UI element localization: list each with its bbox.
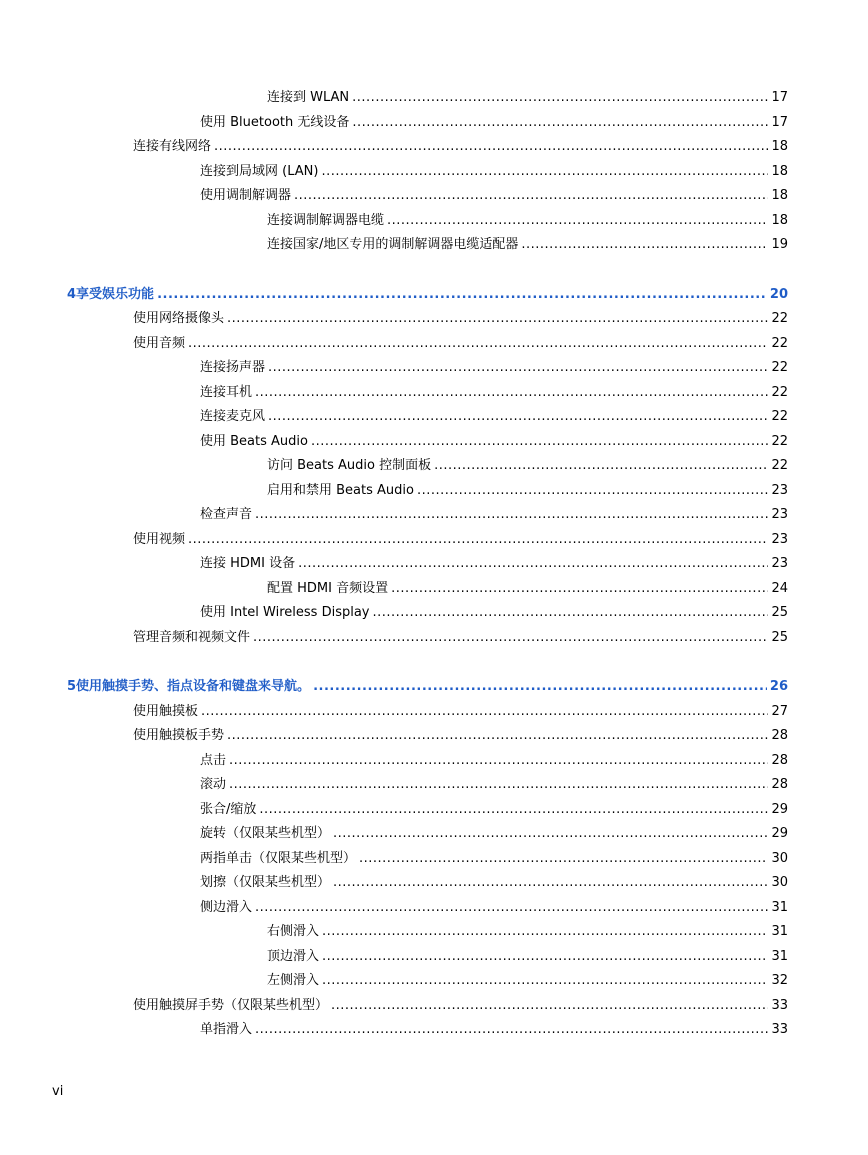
toc-entry-line	[200, 552, 788, 577]
dot-leader	[298, 552, 768, 577]
page-number-ref: 20	[769, 286, 788, 302]
dot-leader	[333, 871, 768, 896]
toc-entry-line	[267, 920, 788, 945]
entry-title: 顶边滑入	[267, 948, 320, 964]
dot-leader	[229, 773, 768, 798]
entry-title: 使用调制解调器	[200, 188, 292, 203]
toc-entry[interactable]	[0, 601, 868, 626]
entry-title: 连接耳机	[200, 384, 253, 400]
toc-entry[interactable]	[0, 773, 868, 798]
toc-entry[interactable]	[0, 356, 868, 381]
page-number-ref: 18	[771, 188, 788, 203]
entry-title: 使用音频	[133, 335, 186, 351]
dot-leader	[321, 160, 768, 185]
page-number-ref: 19	[771, 237, 788, 252]
dot-leader	[255, 503, 768, 528]
dot-leader	[227, 724, 768, 749]
dot-leader	[352, 111, 768, 136]
toc-entry[interactable]	[0, 184, 868, 209]
toc-entry[interactable]	[0, 798, 868, 823]
dot-leader	[255, 1018, 768, 1043]
entry-title: 两指单击（仅限某些机型）	[200, 850, 357, 866]
entry-title: 使用触摸板手势	[133, 728, 225, 743]
toc-entry[interactable]	[0, 111, 868, 136]
page-number: vi	[52, 1084, 64, 1099]
entry-title: 使用 Bluetooth 无线设备	[200, 114, 350, 130]
page-number-ref: 22	[771, 458, 788, 473]
dot-leader	[352, 86, 768, 111]
page-number-ref: 32	[771, 973, 788, 988]
toc-entry-line	[200, 1018, 788, 1043]
page-number-ref: 25	[771, 629, 788, 645]
page-number-ref: 28	[771, 728, 788, 743]
entry-title: 管理音频和视频文件	[133, 629, 251, 645]
dot-leader	[157, 283, 767, 308]
page-number-ref: 22	[771, 433, 788, 449]
entry-title: 左侧滑入	[267, 973, 320, 988]
toc-entry[interactable]	[0, 749, 868, 774]
page-number-ref: 25	[771, 605, 788, 620]
toc-entry-line	[267, 969, 788, 994]
toc-entry-line	[200, 430, 788, 455]
toc-entry[interactable]	[0, 528, 868, 553]
toc-entry[interactable]	[0, 160, 868, 185]
chapter-number: 4	[67, 286, 77, 302]
entry-title: 启用和禁用 Beats Audio	[267, 482, 414, 498]
dot-leader	[255, 896, 768, 921]
toc-entry-line	[200, 749, 788, 774]
toc-entry-line	[133, 700, 788, 725]
dot-leader	[322, 969, 768, 994]
toc-entry[interactable]	[0, 430, 868, 455]
page-number-ref: 22	[771, 311, 788, 326]
entry-title: 连接有线网络	[133, 139, 212, 154]
toc-entry[interactable]	[0, 233, 868, 258]
entry-title: 右侧滑入	[267, 924, 320, 939]
toc-entry-line	[267, 86, 788, 111]
dot-leader	[322, 920, 768, 945]
toc-entry[interactable]	[0, 479, 868, 504]
page-number-ref: 29	[771, 801, 788, 817]
toc-entry[interactable]	[0, 552, 868, 577]
toc-entry[interactable]	[0, 920, 868, 945]
toc-entry-line	[267, 479, 788, 504]
entry-title: 旋转（仅限某些机型）	[200, 826, 331, 841]
page-number-ref: 18	[771, 212, 788, 228]
toc-entry-line	[200, 160, 788, 185]
toc-entry-line	[267, 233, 788, 258]
toc-entry[interactable]	[0, 405, 868, 430]
toc-entry-line	[200, 601, 788, 626]
toc-entry-line	[200, 847, 788, 872]
dot-leader	[255, 381, 768, 406]
entry-title: 配置 HDMI 音频设置	[267, 580, 389, 596]
toc-entry-line	[67, 675, 788, 700]
toc-entry-line	[200, 773, 788, 798]
toc-entry[interactable]	[0, 724, 868, 749]
toc-entry-line	[200, 356, 788, 381]
toc-entry[interactable]	[0, 209, 868, 234]
entry-title: 侧边滑入	[200, 899, 253, 915]
toc-entry[interactable]	[0, 822, 868, 847]
entry-title: 单指滑入	[200, 1022, 253, 1037]
toc-entry-line	[133, 307, 788, 332]
toc-entry[interactable]	[0, 454, 868, 479]
chapter-title: 使用触摸手势、指点设备和键盘来导航。	[76, 679, 311, 694]
toc-entry-line	[200, 405, 788, 430]
page-number-ref: 23	[771, 556, 788, 571]
toc-entry[interactable]	[0, 307, 868, 332]
page-number-ref: 28	[771, 777, 788, 792]
dot-leader	[253, 626, 768, 651]
toc-entry[interactable]	[0, 994, 868, 1019]
entry-title: 点击	[200, 752, 227, 768]
dot-leader	[331, 994, 768, 1019]
toc-entry-line	[133, 994, 788, 1019]
entry-title: 检查声音	[200, 507, 253, 522]
toc-entry[interactable]	[0, 896, 868, 921]
toc-entry[interactable]	[0, 945, 868, 970]
dot-leader	[268, 405, 768, 430]
page-number-ref: 17	[771, 90, 788, 105]
toc-entry-line	[133, 528, 788, 553]
dot-leader	[201, 700, 768, 725]
entry-title: 使用 Intel Wireless Display	[200, 605, 370, 620]
page-number-ref: 17	[771, 114, 788, 130]
chapter-title: 享受娱乐功能	[76, 286, 155, 302]
entry-title: 连接到 WLAN	[267, 90, 350, 105]
toc-entry-line	[133, 626, 788, 651]
toc-entry[interactable]	[0, 969, 868, 994]
entry-title: 使用视频	[133, 531, 186, 547]
entry-title: 划擦（仅限某些机型）	[200, 875, 331, 890]
dot-leader	[268, 356, 768, 381]
toc-chapter-entry[interactable]	[0, 283, 868, 308]
entry-title: 使用触摸屏手势（仅限某些机型）	[133, 997, 329, 1013]
page-number-ref: 22	[771, 360, 788, 375]
toc-entry[interactable]	[0, 86, 868, 111]
entry-title: 使用网络摄像头	[133, 311, 225, 326]
toc-entry[interactable]	[0, 871, 868, 896]
toc-entry[interactable]	[0, 577, 868, 602]
toc-entry[interactable]	[0, 503, 868, 528]
entry-title: 连接扬声器	[200, 360, 266, 375]
dot-leader	[373, 601, 769, 626]
page-number-ref: 22	[771, 384, 788, 400]
dot-leader	[188, 332, 768, 357]
toc-entry-line	[267, 454, 788, 479]
toc-entry-line	[200, 111, 788, 136]
entry-title: 使用触摸板	[133, 703, 199, 719]
dot-leader	[322, 945, 768, 970]
dot-leader	[214, 135, 768, 160]
page-number-ref: 31	[771, 924, 788, 939]
toc-chapter-entry[interactable]	[0, 675, 868, 700]
dot-leader	[333, 822, 768, 847]
page-number-ref: 23	[771, 531, 788, 547]
dot-leader	[229, 749, 768, 774]
dot-leader	[391, 577, 768, 602]
chapter-number: 5	[67, 679, 77, 694]
toc-entry-line	[200, 871, 788, 896]
page-number-ref: 18	[771, 163, 788, 179]
toc-entry[interactable]	[0, 700, 868, 725]
page-number-ref: 31	[771, 899, 788, 915]
toc-entry[interactable]	[0, 135, 868, 160]
toc-entry-line	[200, 798, 788, 823]
page-number-ref: 33	[771, 1022, 788, 1037]
page-number-ref: 30	[771, 875, 788, 890]
dot-leader	[521, 233, 768, 258]
entry-title: 连接 HDMI 设备	[200, 556, 296, 571]
page-number-ref: 22	[771, 409, 788, 424]
entry-title: 滚动	[200, 777, 227, 792]
dot-leader	[387, 209, 768, 234]
toc-entry-line	[267, 577, 788, 602]
entry-title: 连接调制解调器电缆	[267, 212, 385, 228]
entry-title: 张合/缩放	[200, 801, 257, 817]
toc-entry-line	[267, 945, 788, 970]
toc-entry[interactable]	[0, 847, 868, 872]
toc-entry[interactable]	[0, 626, 868, 651]
toc-entry-line	[200, 503, 788, 528]
entry-title: 连接到局域网 (LAN)	[200, 163, 319, 179]
page-number-ref: 23	[771, 482, 788, 498]
dot-leader	[434, 454, 768, 479]
page-number-ref: 28	[771, 752, 788, 768]
page-number-ref: 30	[771, 850, 788, 866]
page-number-ref: 27	[771, 703, 788, 719]
toc-entry-line	[200, 896, 788, 921]
toc-entry-line	[133, 332, 788, 357]
toc-entry-line	[200, 822, 788, 847]
table-of-contents	[0, 86, 868, 1043]
dot-leader	[294, 184, 768, 209]
toc-entry-line	[200, 184, 788, 209]
page-number-ref: 22	[771, 335, 788, 351]
dot-leader	[259, 798, 768, 823]
dot-leader	[417, 479, 768, 504]
toc-entry-line	[200, 381, 788, 406]
page-number-ref: 26	[769, 679, 788, 694]
toc-entry[interactable]	[0, 332, 868, 357]
page-number-ref: 29	[771, 826, 788, 841]
entry-title: 使用 Beats Audio	[200, 433, 308, 449]
toc-entry-line	[267, 209, 788, 234]
toc-entry[interactable]	[0, 1018, 868, 1043]
page-number-ref: 18	[771, 139, 788, 154]
dot-leader	[313, 675, 767, 700]
page-number-ref: 23	[771, 507, 788, 522]
entry-title: 连接国家/地区专用的调制解调器电缆适配器	[267, 237, 519, 252]
entry-title: 连接麦克风	[200, 409, 266, 424]
toc-entry-line	[133, 724, 788, 749]
entry-title: 访问 Beats Audio 控制面板	[267, 458, 432, 473]
page-number-ref: 31	[771, 948, 788, 964]
page-number-ref: 33	[771, 997, 788, 1013]
dot-leader	[359, 847, 768, 872]
dot-leader	[311, 430, 768, 455]
toc-entry-line	[67, 283, 788, 308]
dot-leader	[227, 307, 768, 332]
toc-entry-line	[133, 135, 788, 160]
page-number-ref: 24	[771, 580, 788, 596]
dot-leader	[188, 528, 768, 553]
toc-entry[interactable]	[0, 381, 868, 406]
